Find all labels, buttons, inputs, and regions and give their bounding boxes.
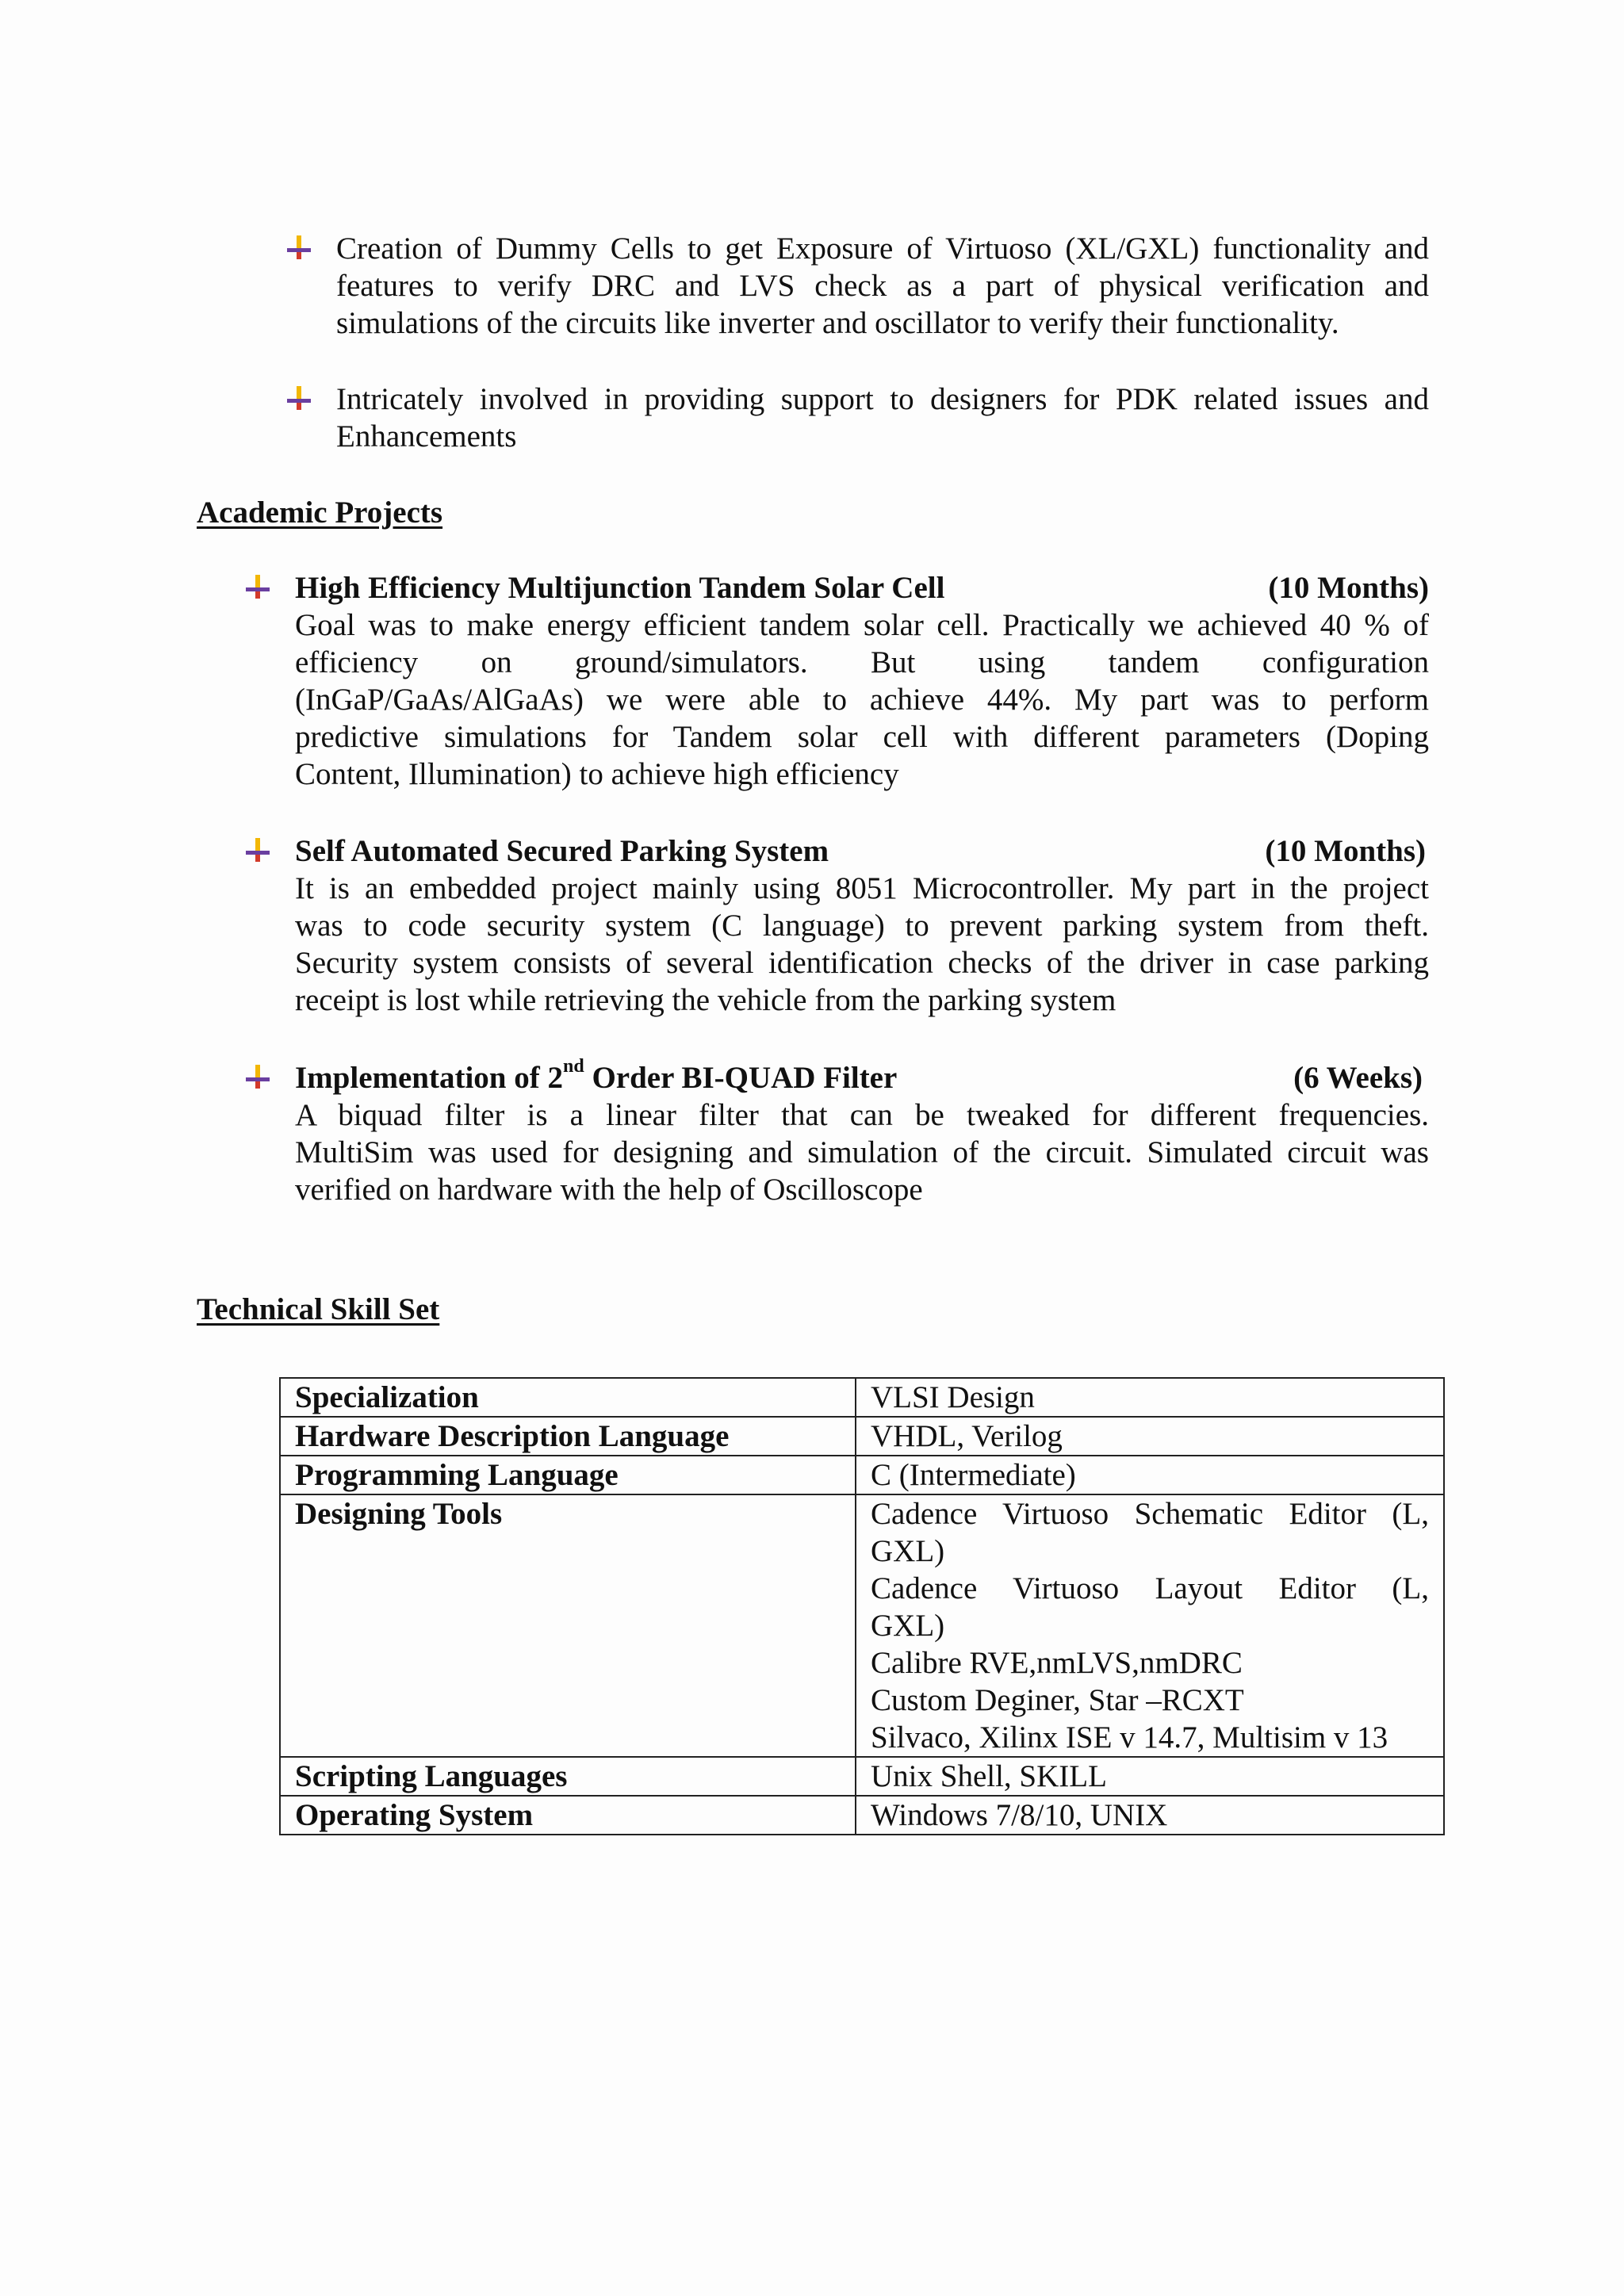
- skill-category: Scripting Languages: [280, 1757, 856, 1796]
- project-description: Goal was to make energy efficient tandem solar cell. Practically we achieved 40 % of efficiency on ground/simulators. But using tandem configuration (InGaP/GaAs/AlGaAs) we were able to achieve 44%. My part was to perform predictive simulations for Tandem solar cell with different parameters (Doping Content, Illumination) to achieve high efficiency: [295, 608, 1429, 791]
- skill-category: Operating System: [280, 1796, 856, 1835]
- academic-projects-heading: Academic Projects: [197, 496, 443, 530]
- project-description: A biquad filter is a linear filter that can be tweaked for different frequencies. MultiSim was used for designing and simulation of the circuit. Simulated circuit was verified on hardware with the help of Oscilloscope: [295, 1098, 1429, 1207]
- project-title: Self Automated Secured Parking System: [295, 834, 829, 868]
- project-title: High Efficiency Multijunction Tandem Solar Cell: [295, 571, 945, 605]
- table-row: [280, 1456, 1444, 1494]
- skill-value: C (Intermediate): [856, 1456, 1444, 1494]
- table-row: [280, 1417, 1444, 1456]
- skills-table: [279, 1377, 1445, 1835]
- table-row: [280, 1796, 1444, 1835]
- arrow-bullet-icon: [244, 836, 271, 863]
- experience-bullet-2: Intricately involved in providing support to designers for PDK related issues and Enhancements: [336, 382, 1429, 453]
- skill-value: VHDL, Verilog: [856, 1417, 1444, 1456]
- table-row: [280, 1378, 1444, 1417]
- skill-category: Designing Tools: [280, 1494, 856, 1757]
- skill-category: Hardware Description Language: [280, 1417, 856, 1456]
- skill-value: Cadence Virtuoso Schematic Editor (L, GXL) Cadence Virtuoso Layout Editor (L, GXL) Calibre RVE,nmLVS,nmDRC Custom Deginer, Star –RCXT Silvaco, Xilinx ISE v 14.7, Multisim v 13: [856, 1494, 1444, 1757]
- skill-value: VLSI Design: [856, 1378, 1444, 1417]
- skill-value: Unix Shell, SKILL: [856, 1757, 1444, 1796]
- table-row: [280, 1757, 1444, 1796]
- skill-category: Specialization: [280, 1378, 856, 1417]
- arrow-bullet-icon: [285, 385, 312, 411]
- skill-value: Windows 7/8/10, UNIX: [856, 1796, 1444, 1835]
- project-title: Implementation of 2nd Order BI-QUAD Filter: [295, 1056, 898, 1095]
- arrow-bullet-icon: [244, 1063, 271, 1090]
- project-duration: (6 Weeks): [1293, 1061, 1423, 1095]
- project-duration: (10 Months): [1268, 571, 1429, 605]
- table-row: [280, 1494, 1444, 1757]
- technical-skills-heading: Technical Skill Set: [197, 1292, 440, 1326]
- experience-bullet-1: Creation of Dummy Cells to get Exposure of Virtuoso (XL/GXL) functionality and features to verify DRC and LVS check as a part of physical verification and simulations of the circuits like inverter and oscillator to verify their functionality.: [336, 232, 1429, 340]
- arrow-bullet-icon: [244, 573, 271, 600]
- project-description: It is an embedded project mainly using 8051 Microcontroller. My part in the project was to code security system (C language) to prevent parking system from theft. Security system consists of several identification checks of the driver in case parking receipt is lost while retrieving the vehicle from the parking system: [295, 871, 1429, 1017]
- skill-category: Programming Language: [280, 1456, 856, 1494]
- project-duration: (10 Months): [1265, 834, 1426, 868]
- arrow-bullet-icon: [285, 234, 312, 261]
